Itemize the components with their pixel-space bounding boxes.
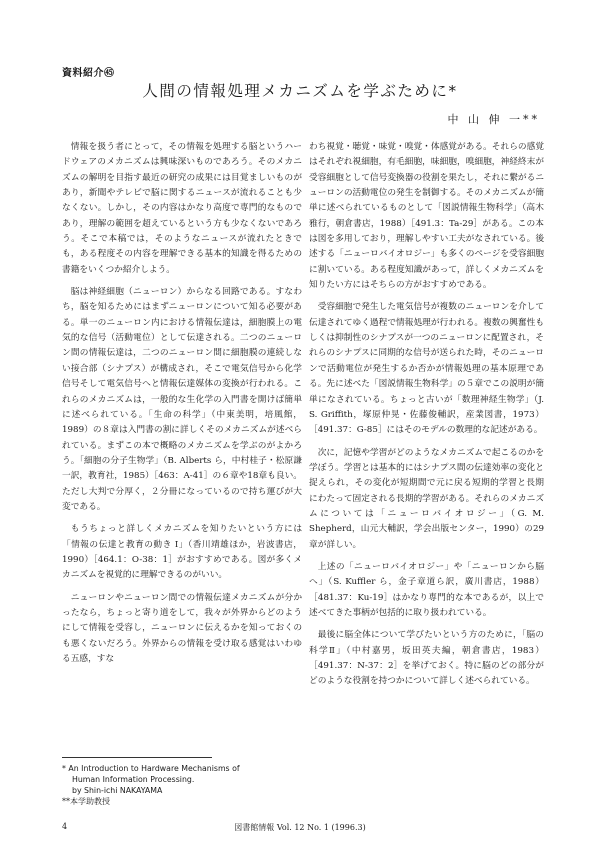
paragraph: 受容細胞で発生した電気信号が複数のニューロンを介して伝達されてゆく過程で情報処理が行われる。複数の興奮性もしくは抑制性のシナプスが一つのニューロンに配置され，それらのシナプスに同期的な信号が送られた時，そのニューロンで活動電位が発生するか否かが情報処理の基本原理である。先に述べた「図説情報生物科学」の５章でこの説明が簡単になされている。ちょっと古いが「数理神経生物学」（J. S. Griffith，塚原仲晃・佐藤俊輔訳，産業図書，1973）［491.37：G-85］にはそのモデルの数理的な記述がある。 [309,302,544,436]
article-title: 人間の情報処理メカニズムを学ぶために* [142,82,458,100]
paragraph: 上述の「ニューロバイオロジー」や「ニューロンから脳へ」（S. Kuffler ら，金子章道ら訳，廣川書店，1988）［481.37：Ku-19］はかなり専門的な本であるが，以上で述べてきた事柄が包括的に取り扱われている。 [309,561,544,618]
footnote-author-affiliation [62,796,302,807]
page-number: 4 [62,822,68,831]
left-column [62,140,302,674]
footnote-line: 本学助教授 [70,797,110,806]
right-column [309,140,544,697]
footnote-line: Human Information Processing. [72,775,195,784]
footnote-divider [62,757,212,758]
paragraph: わち視覚・聴覚・味覚・嗅覚・体感覚がある。それらの感覚はそれぞれ視細胞，有毛細胞，味細胞，嗅細胞，神経終末が受容細胞として信号変換器の役割を果たし，それに繋がるニューロンの活動電位の発生を制御する。そのメカニズムが簡単に述べられているものとして「図説情報生物科学」（高木雅行，朝倉書店，1988）［491.3：Ta-29］がある。この本は図を多用しており，理解しやすい工夫がなされている。後述する「ニューロバイオロジー」も多くのページを受容細胞に割いている。ある程度知識があって，詳しくメカニズムを知りたい方にはそちらの方がおすすめである。 [309,142,544,291]
paragraph: 情報を扱う者にとって，その情報を処理する脳というハードウェアのメカニズムは興味深いものであろう。そのメカニズムの解明を目指す最近の研究の成果には目覚ましいものがあり，新聞やテレビで脳に関するニュースが流れることも少なくない。しかし，その内容はかなり高度で専門的なものであり，理解の範囲を超えているという方も少なくないであろう。そこで本稿では，そのようなニュースが流れたときでも，ある程度その内容を理解できる基本的知識を得るための書籍をいくつか紹介しよう。 [62,142,302,275]
footnote-line: An Introduction to Hardware Mechanisms of [68,764,240,773]
footnote-title-translation [62,763,302,796]
footnote-marker: ** [62,797,70,806]
footnote-line: by Shin-ichi NAKAYAMA [72,786,163,795]
paragraph: 次に，記憶や学習がどのようなメカニズムで起こるのかを学ぼう。学習とは基本的にはシナプス間の伝達効率の変化と捉えられ，その変化が短期間で元に戻る短期的学習と長期にわたって固定される長期的学習がある。それらのメカニズムについては「ニューロバイオロジー」（G. M. Shepherd，山元大輔訳，学会出版センター，1990）の29章が詳しい。 [309,447,544,550]
series-label: 資料紹介㊺ [62,68,115,79]
paragraph: 最後に脳全体について学びたいという方のために，「脳の科学Ⅱ」（中村嘉男，坂田英夫編，朝倉書店，1983）［491.37：N-37：2］を挙げておく。特に脳のどの部分がどのような役割を持つかについて詳しく述べられている。 [309,630,544,687]
paragraph: 脳は神経細胞（ニューロン）からなる回路である。すなわち，脳を知るためにはまずニューロンについて知る必要がある。単一のニューロン内における情報伝達は，細胞膜上の電気的な信号（活動電位）として伝達される。二つのニューロン間の情報伝達は，二つのニューロン間に細胞膜の連続しない接合部（シナプス）が構成され，そこで電気信号から化学信号そして電気信号へと情報伝達媒体の変換が行われる。これらのメカニズムは，一般的な生化学の入門書を開けば簡単に述べられている。「生命の科学」（中東美明，培風館，1989）の８章は入門書の割に詳しくそのメカニズムが述べられている。まずこの本で概略のメカニズムを学ぶのがよかろう。「細胞の分子生物学」（B. Alberts ら，中村桂子・松原謙一訳，教育社，1985）［463：A-41］の６章や18章も良い。ただし大判で分厚く，２分冊になっているので持ち運びが大変である。 [62,287,302,512]
author-name: 中 山 伸 一** [447,113,540,126]
paragraph: もうちょっと詳しくメカニズムを知りたいという方には「情報の伝達と教育の動き Ⅰ」（香川靖雄ほか，岩波書店，1990）［464.1：O-38：1］がおすすめである。図が多くメカニズムを視覚的に理解できるのがいい。 [62,524,302,581]
footnote-marker: * [62,764,66,773]
journal-footer: 図書館情報 Vol. 12 No. 1 (1996.3) [234,823,366,832]
paragraph: ニューロンやニューロン間での情報伝達メカニズムが分かったなら，ちょっと寄り道をして，我々が外界からどのようにして情報を受容し，ニューロンに伝えるかを知っておくのも悪くないだろう。外界からの情報を受け取る感覚はいわゆる五感，すな [62,592,302,664]
